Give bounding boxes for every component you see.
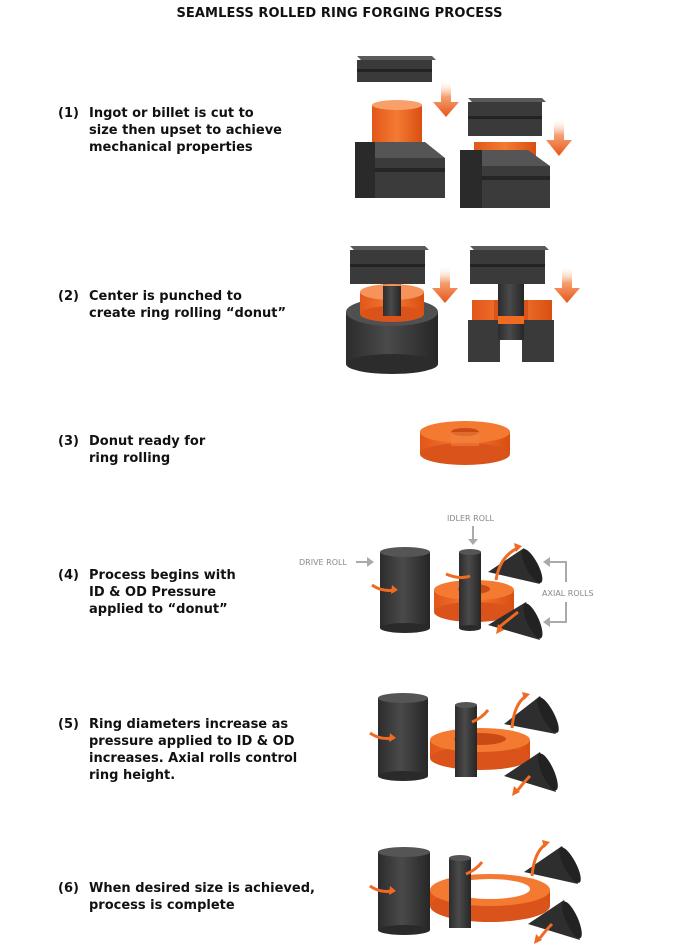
step-1-text: Ingot or billet is cut to size then upset to achieve mechanical properties [89,106,282,155]
ring-stage-5 [430,728,530,770]
punch-die-right [470,246,549,284]
step-6-number: (6) [58,881,79,896]
press-arrow-2a [432,266,458,303]
step-1-illustration [355,56,572,208]
punched-donut-left [360,284,424,322]
diagram-title: SEAMLESS ROLLED RING FORGING PROCESS [176,6,503,21]
step-2-text: Center is punched to create ring rolling “donut” [89,289,287,321]
step-6-illustration [370,840,586,944]
donut-illustration [420,421,510,465]
step-5-illustration [370,692,563,796]
drive-roll-label: DRIVE ROLL [299,558,347,567]
upper-die-left [357,56,436,82]
step-4-illustration [299,514,594,641]
axial-rolls-label: AXIAL ROLLS [542,589,594,598]
step-6-text: When desired size is achieved, process is complete [89,881,315,913]
step-2-number: (2) [58,289,79,304]
step-4-text: Process begins with ID & OD Pressure applied to “donut” [89,568,236,617]
step-3-number: (3) [58,434,79,449]
ring-stage-6 [430,874,550,922]
step-5-text: Ring diameters increase as pressure applied to ID & OD increases. Axial rolls control ring height. [89,717,298,783]
step-5-number: (5) [58,717,79,732]
idler-roll [459,549,481,631]
step-1-number: (1) [58,106,79,121]
idler-roll-6 [449,855,471,928]
step-3-text: Donut ready for ring rolling [89,434,206,466]
press-arrow-1a [433,80,459,117]
lower-die-left [355,142,445,198]
upper-die-right [468,98,546,136]
idler-roll-5 [455,702,477,777]
press-arrow-2b [554,266,580,303]
step-4-number: (4) [58,568,79,583]
lower-die-right [460,150,550,208]
step-2-illustration [346,246,580,374]
punch-cutaway-right [468,284,554,362]
idler-roll-label: IDLER ROLL [447,514,494,523]
press-arrow-1b [546,118,572,156]
